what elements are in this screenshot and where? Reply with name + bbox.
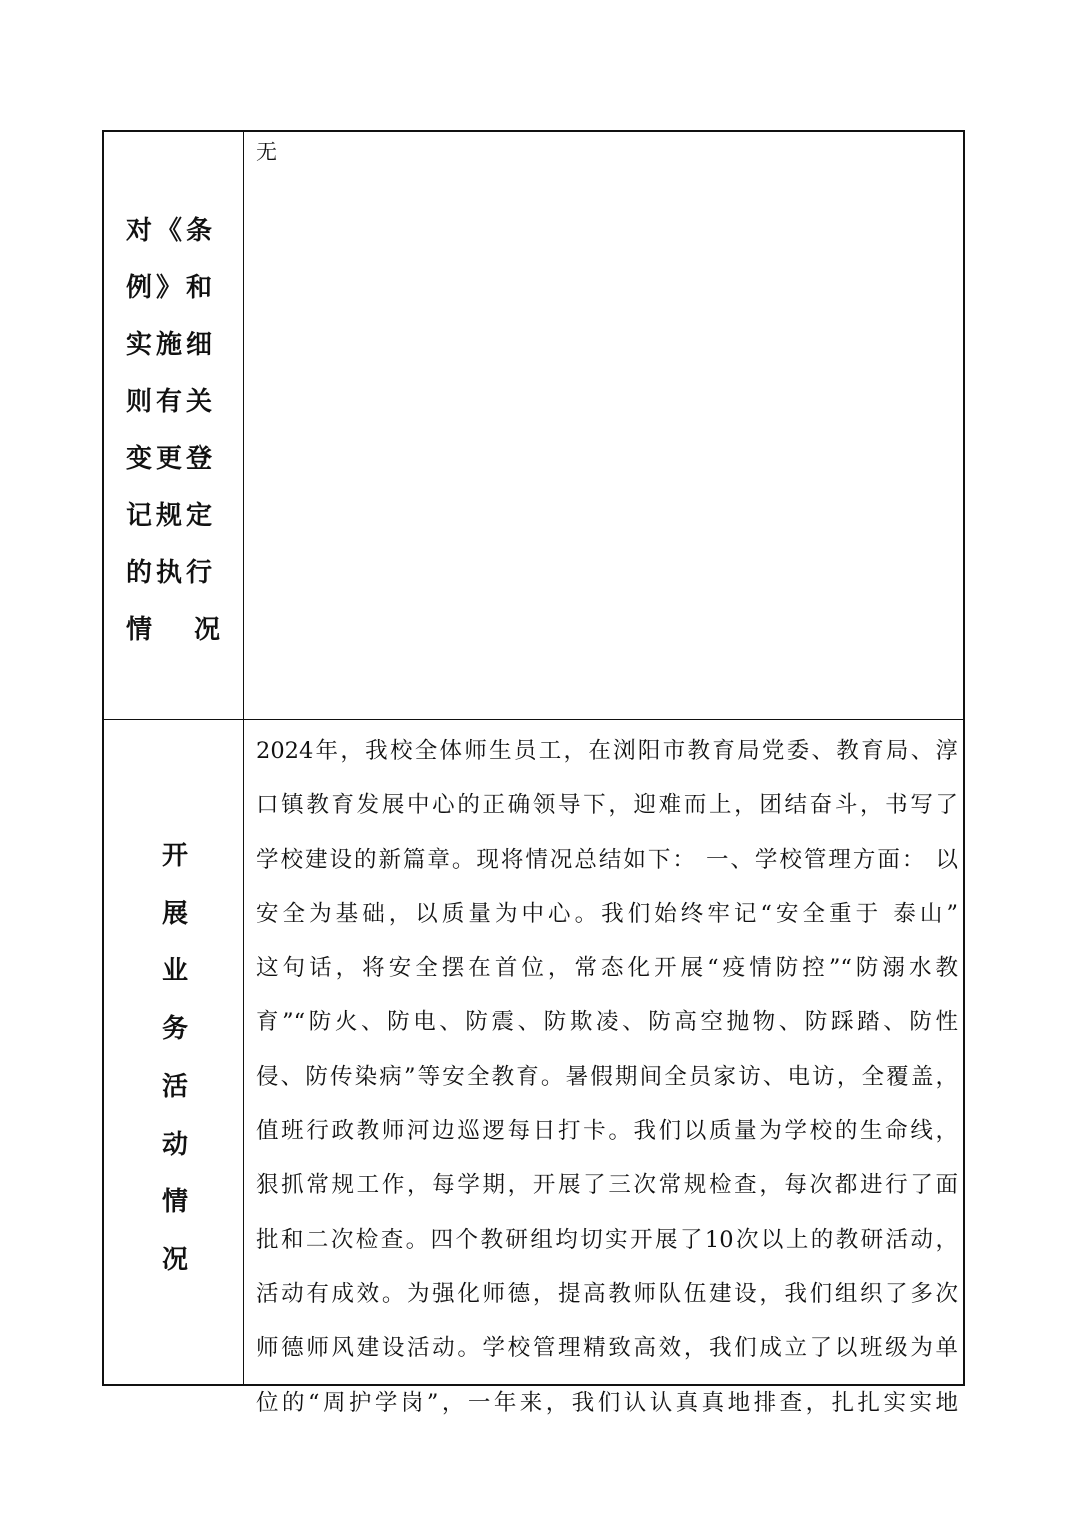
paragraph-line: 侵、防传染病”等安全教育。暑假期间全员家访、电访，全覆盖， <box>256 1063 958 1090</box>
paragraph-line: 这句话，将安全摆在首位，常态化开展“疫情防控”“防溺水教 <box>256 955 958 982</box>
paragraph-line: 2024年，我校全体师生员工，在浏阳市教育局党委、教育局、淳 <box>256 738 958 764</box>
row-label-line: 则有关 <box>126 387 217 417</box>
paragraph-line: 狠抓常规工作，每学期，开展了三次常规检查，每次都进行了面 <box>256 1172 958 1199</box>
row-label-char: 务 <box>161 1014 188 1045</box>
row-label-char: 况 <box>161 1244 188 1275</box>
row-content-cell <box>244 132 963 719</box>
row-label-line: 的执行 <box>126 558 217 588</box>
paragraph-line: 值班行政教师河边巡逻每日打卡。我们以质量为学校的生命线， <box>256 1118 958 1145</box>
report-table <box>102 130 965 1416</box>
row-label-char: 展 <box>161 898 188 929</box>
row-label-char: 业 <box>161 956 188 987</box>
business-activities-content <box>256 724 958 1430</box>
row-content-cell <box>244 720 963 1416</box>
row-label-line: 情况 <box>126 615 263 645</box>
registration-changes-content: 无 <box>256 140 277 164</box>
row-label-char: 动 <box>161 1129 188 1160</box>
paragraph-line: 位的“周护学岗”，一年来，我们认认真真地排查，扎扎实实地 <box>256 1389 958 1416</box>
paragraph-line: 学校建设的新篇章。现将情况总结如下： 一、学校管理方面： 以 <box>256 846 958 873</box>
row-label-line: 对《条 <box>126 216 217 246</box>
paragraph-line: 活动有成效。为强化师德，提高教师队伍建设，我们组织了多次 <box>256 1280 958 1307</box>
paragraph-line: 安全为基础，以质量为中心。我们始终牢记“安全重于 泰山” <box>256 900 958 927</box>
row-label-char: 情 <box>161 1187 188 1218</box>
row-label-line: 变更登 <box>126 444 217 474</box>
row-label-line: 实施细 <box>126 330 217 360</box>
row-label-cell <box>104 132 263 719</box>
row-label-cell <box>104 720 244 1384</box>
row-label-char: 活 <box>161 1071 188 1102</box>
table-row-business-activities <box>104 720 963 1416</box>
row-label-business-activities <box>160 828 190 1290</box>
table-row-registration-changes <box>104 132 963 720</box>
row-label-char: 开 <box>161 841 188 871</box>
row-label-line: 记规定 <box>126 501 217 531</box>
paragraph-line: 师德师风建设活动。学校管理精致高效，我们成立了以班级为单 <box>256 1335 958 1362</box>
paragraph-line: 育”“防火、防电、防震、防欺凌、防高空抛物、防踩踏、防性 <box>256 1009 958 1036</box>
row-label-registration-changes <box>126 203 263 659</box>
row-label-line: 例》和 <box>126 273 217 303</box>
paragraph-line: 批和二次检查。四个教研组均切实开展了10次以上的教研活动， <box>256 1226 958 1253</box>
paragraph-line: 口镇教育发展中心的正确领导下，迎难而上，团结奋斗，书写了 <box>256 792 958 819</box>
